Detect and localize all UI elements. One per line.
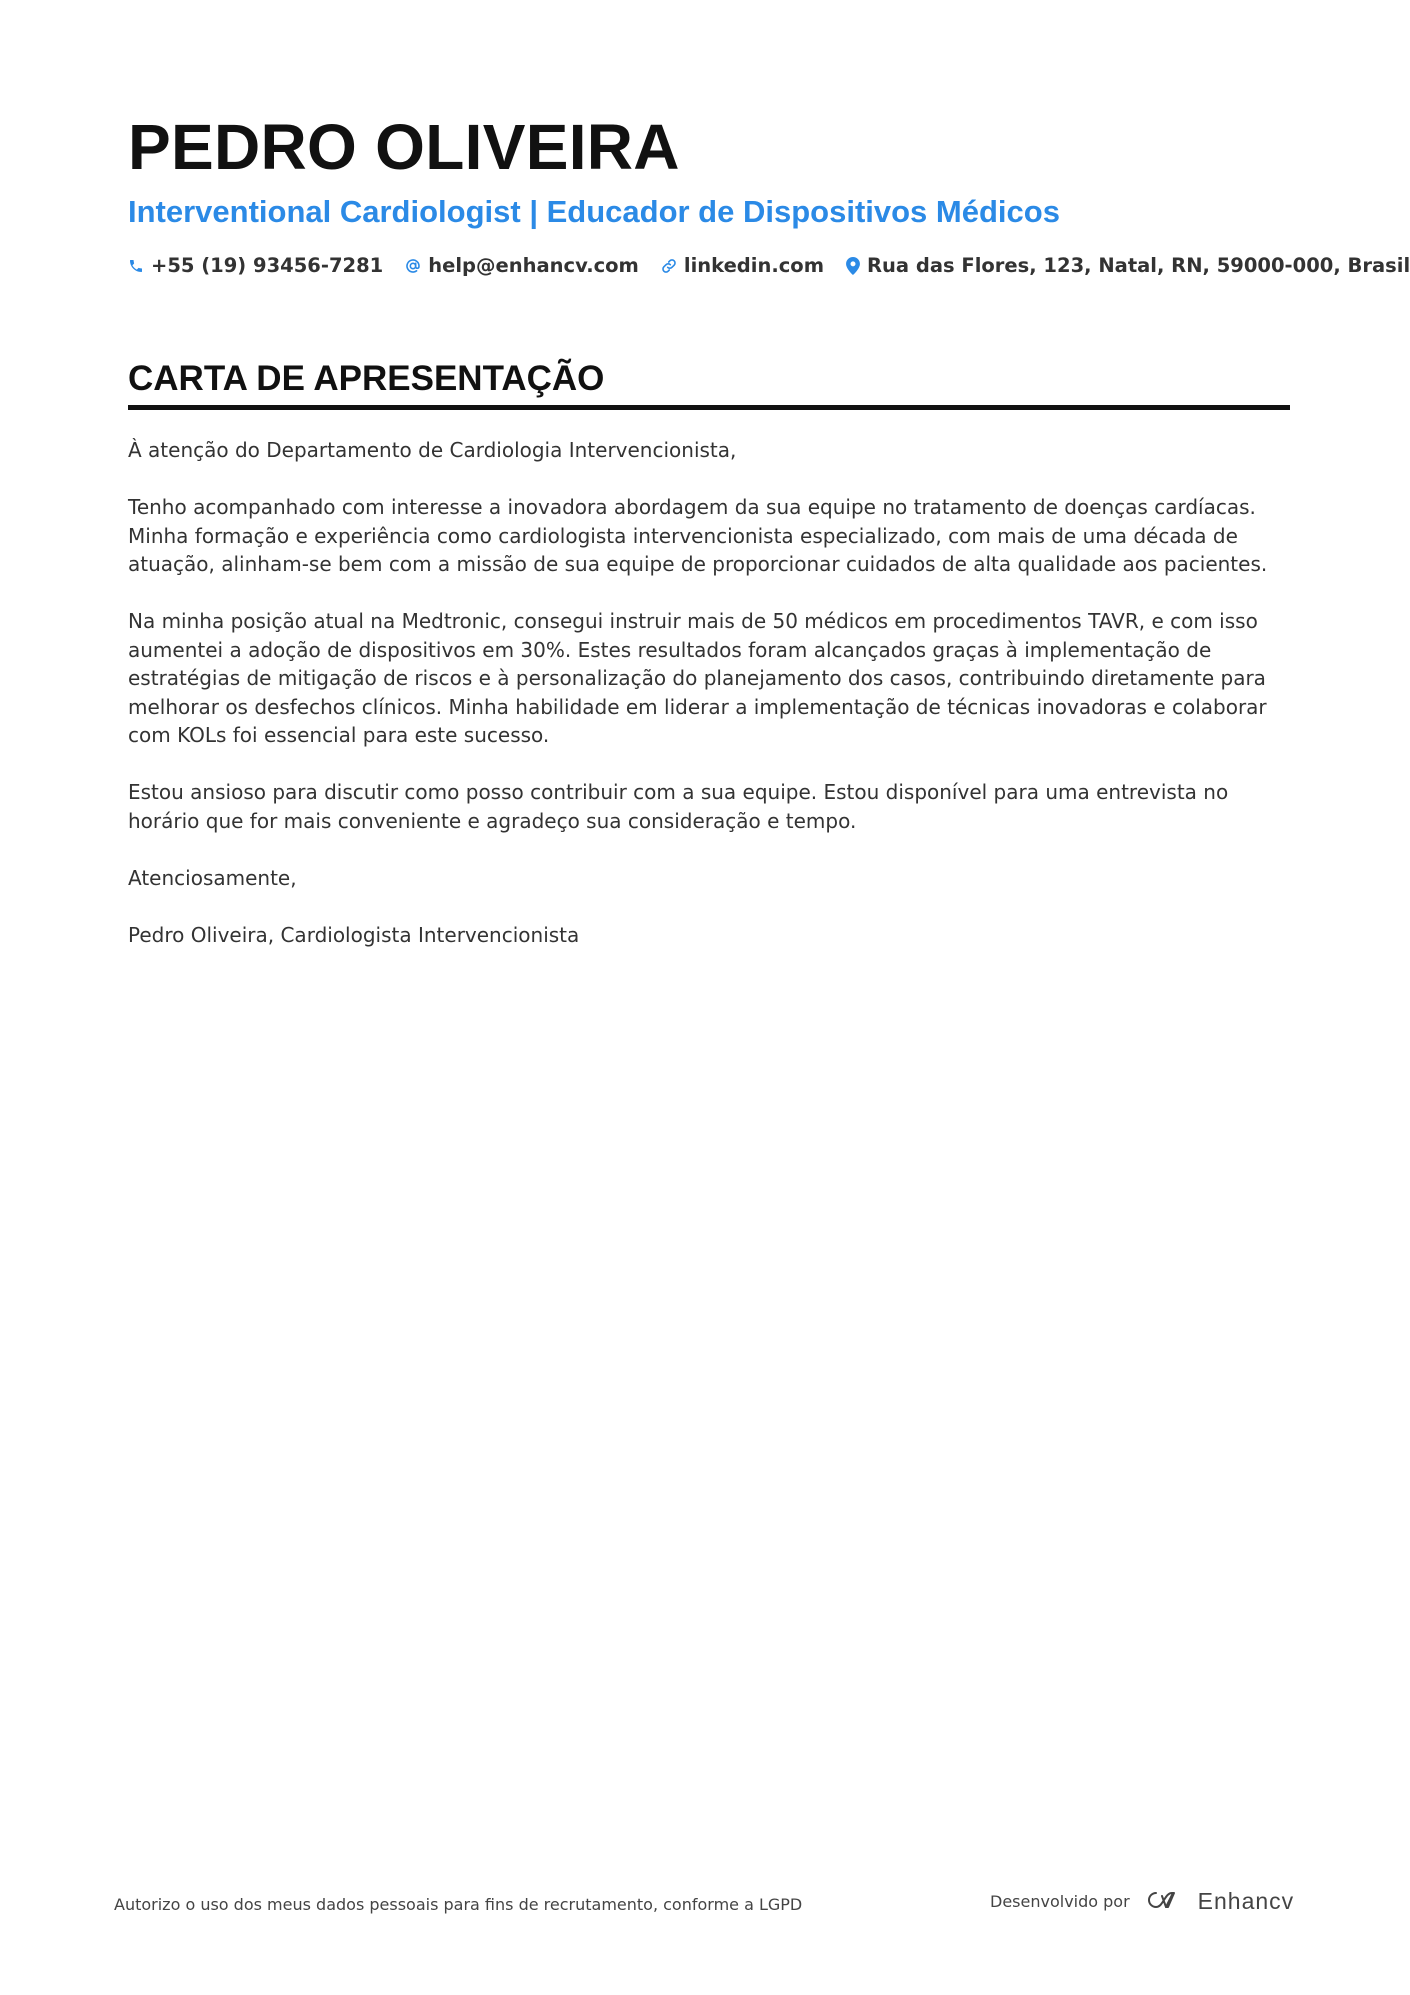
link-icon [661, 258, 677, 274]
contact-linkedin [661, 254, 824, 277]
phone-number[interactable]: +55 (19) 93456-7281 [151, 254, 384, 277]
powered-by[interactable] [990, 1888, 1294, 1915]
contact-phone [128, 254, 383, 277]
contact-email [405, 254, 639, 277]
letter-paragraph: Estou ansioso para discutir como posso contribuir com a sua equipe. Estou disponível para uma entrevista no horário que for mais conveniente e agradeço sua consideração e tempo. [128, 780, 1229, 833]
section-title: CARTA DE APRESENTAÇÃO [128, 357, 1290, 410]
powered-by-label: Desenvolvido por [990, 1892, 1130, 1911]
at-icon [405, 258, 421, 274]
letter-greeting: À atenção do Departamento de Cardiologia Intervencionista, [128, 438, 737, 462]
location-pin-icon [846, 257, 860, 275]
letter-paragraph: Tenho acompanhado com interesse a inovadora abordagem da sua equipe no tratamento de doenças cardíacas. Minha formação e experiência como cardiologista intervencionista especializado, com mais de uma década de atuação, alinham-se bem com a missão de sua equipe de proporcionar cuidados de alta qualidade aos pacientes. [128, 495, 1268, 576]
cover-letter-body [128, 436, 1290, 949]
contact-address [846, 254, 1410, 277]
linkedin-link[interactable]: linkedin.com [683, 254, 825, 277]
letter-paragraph: Na minha posição atual na Medtronic, consegui instruir mais de 50 médicos em procedimentos TAVR, e com isso aumentei a adoção de dispositivos em 30%. Estes resultados foram alcançados graças à implementação de estratégias de mitigação de riscos e à personalização do planejamento dos casos, contribuindo diretamente para melhorar os desfechos clínicos. Minha habilidade em liderar a implementação de técnicas inovadoras e colaborar com KOLs foi essencial para este sucesso. [128, 609, 1267, 747]
phone-icon [128, 258, 144, 274]
resume-page [128, 108, 1410, 978]
brand-name: Enhancv [1197, 1888, 1295, 1914]
letter-signature: Pedro Oliveira, Cardiologista Intervencionista [128, 922, 580, 947]
candidate-name: PEDRO OLIVEIRA [128, 111, 680, 183]
email-address[interactable]: help@enhancv.com [428, 254, 639, 277]
enhancv-logo-icon [1142, 1889, 1186, 1915]
address-text: Rua das Flores, 123, Natal, RN, 59000-000, Brasil [867, 254, 1410, 277]
consent-note: Autorizo o uso dos meus dados pessoais para fins de recrutamento, conforme a LGPD [114, 1895, 803, 1914]
candidate-title: Interventional Cardiologist | Educador de Dispositivos Médicos [128, 194, 1060, 229]
letter-closing: Atenciosamente, [128, 865, 297, 890]
contact-bar [128, 254, 1410, 277]
